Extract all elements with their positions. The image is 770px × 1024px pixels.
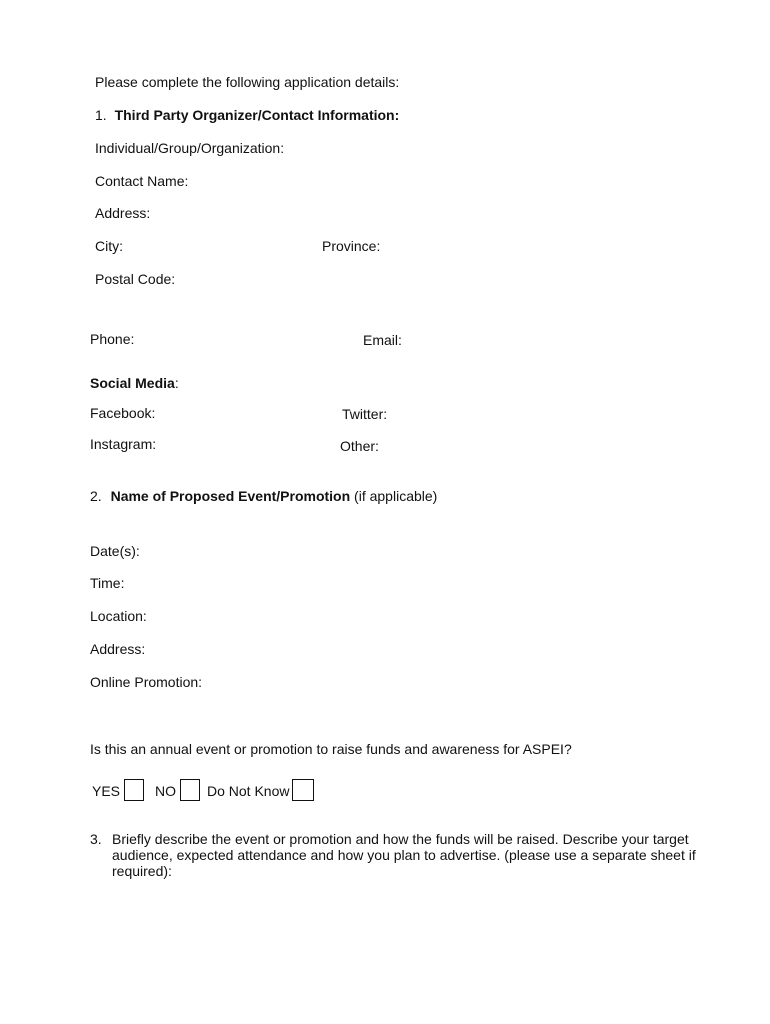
- province-label: Province:: [322, 238, 381, 254]
- social-media-heading: [90, 375, 179, 391]
- other-label: Other:: [340, 438, 379, 454]
- no-checkbox[interactable]: [180, 779, 200, 801]
- section3-number: 3.: [90, 831, 102, 847]
- section1-title: Third Party Organizer/Contact Information:: [114, 107, 400, 123]
- instagram-label: Instagram:: [90, 436, 157, 452]
- email-label: Email:: [363, 332, 402, 348]
- do-not-know-label: Do Not Know: [207, 783, 290, 799]
- section2-heading: [90, 488, 437, 504]
- address-label: Address:: [95, 205, 151, 221]
- social-media-colon: :: [174, 375, 179, 391]
- section2-title: Name of Proposed Event/Promotion: [110, 488, 351, 504]
- social-media-label: Social Media: [90, 375, 175, 391]
- do-not-know-checkbox[interactable]: [292, 779, 314, 801]
- section1-number: 1.: [95, 107, 107, 123]
- dates-label: Date(s):: [90, 543, 140, 559]
- twitter-label: Twitter:: [342, 406, 388, 422]
- facebook-label: Facebook:: [90, 405, 156, 421]
- contact-name-label: Contact Name:: [95, 173, 189, 189]
- postal-code-label: Postal Code:: [95, 271, 176, 287]
- annual-question: Is this an annual event or promotion to raise funds and awareness for ASPEI?: [90, 741, 572, 757]
- section3-description: Briefly describe the event or promotion and how the funds will be raised. Describe your target audience, expected attendance and how you plan to advertise. (please use a separate sheet if required):: [112, 831, 696, 879]
- location-label: Location:: [90, 608, 147, 624]
- phone-label: Phone:: [90, 331, 135, 347]
- individual-label: Individual/Group/Organization:: [95, 140, 285, 156]
- city-label: City:: [95, 238, 123, 254]
- no-label: NO: [155, 783, 176, 799]
- yes-label: YES: [92, 783, 121, 799]
- section2-note: (if applicable): [350, 488, 438, 504]
- event-address-label: Address:: [90, 641, 146, 657]
- intro-text: Please complete the following application details:: [95, 74, 400, 90]
- section1-heading: [95, 107, 399, 123]
- section2-number: 2.: [90, 488, 102, 504]
- yes-checkbox[interactable]: [124, 779, 144, 801]
- online-promotion-label: Online Promotion:: [90, 674, 203, 690]
- time-label: Time:: [90, 575, 125, 591]
